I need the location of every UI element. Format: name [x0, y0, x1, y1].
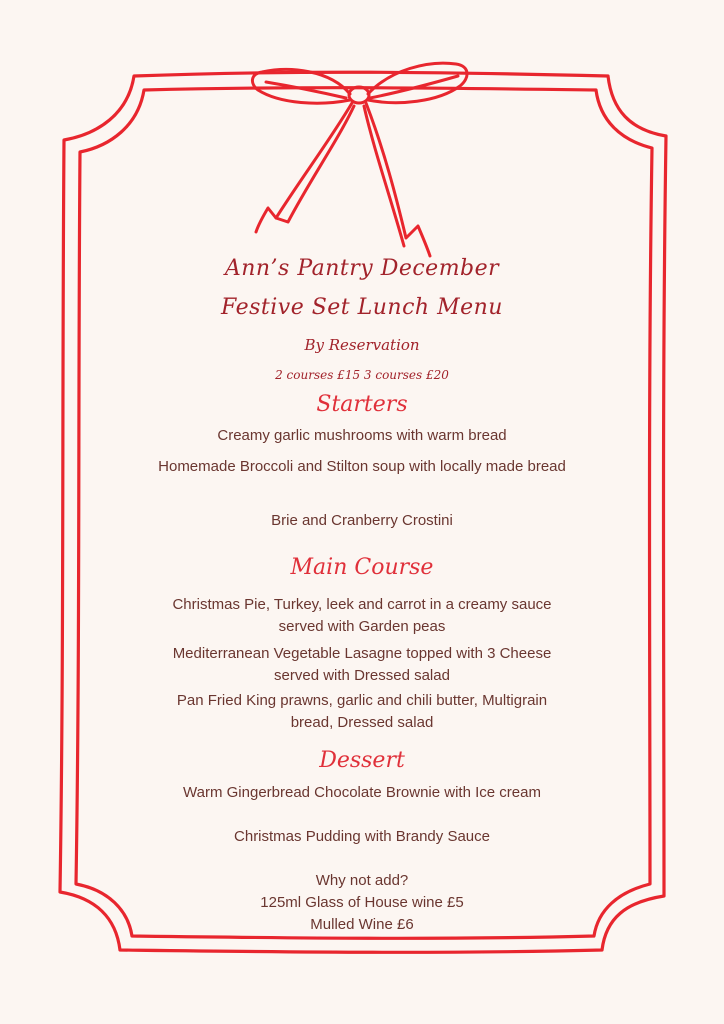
pricing-note: 2 courses £15 3 courses £20	[275, 368, 449, 382]
dessert-heading: Dessert	[319, 748, 405, 773]
extras-item: 125ml Glass of House wine £5	[260, 894, 464, 911]
menu-title-line2: Festive Set Lunch Menu	[221, 295, 503, 320]
starter-item: Creamy garlic mushrooms with warm bread	[217, 427, 507, 444]
starters-heading: Starters	[316, 392, 408, 417]
extras-item: Mulled Wine £6	[310, 916, 414, 933]
main-course-item: Mediterranean Vegetable Lasagne topped with 3 Cheese served with Dressed salad	[172, 645, 552, 684]
dessert-item: Christmas Pudding with Brandy Sauce	[234, 828, 490, 845]
starter-item: Homemade Broccoli and Stilton soup with locally made bread	[158, 458, 566, 475]
menu-title-line1: Ann’s Pantry December	[224, 256, 500, 281]
starter-item: Brie and Cranberry Crostini	[271, 512, 453, 529]
bow-icon	[252, 63, 467, 256]
extras-heading: Why not add?	[315, 872, 409, 889]
main-course-item: Christmas Pie, Turkey, leek and carrot in a creamy sauce served with Garden peas	[172, 596, 552, 635]
reservation-note: By Reservation	[304, 336, 420, 354]
main-course-item: Pan Fried King prawns, garlic and chili butter, Multigrain bread, Dressed salad	[176, 692, 548, 731]
main-course-heading: Main Course	[290, 555, 434, 580]
dessert-item: Warm Gingerbread Chocolate Brownie with Ice cream	[183, 784, 541, 801]
